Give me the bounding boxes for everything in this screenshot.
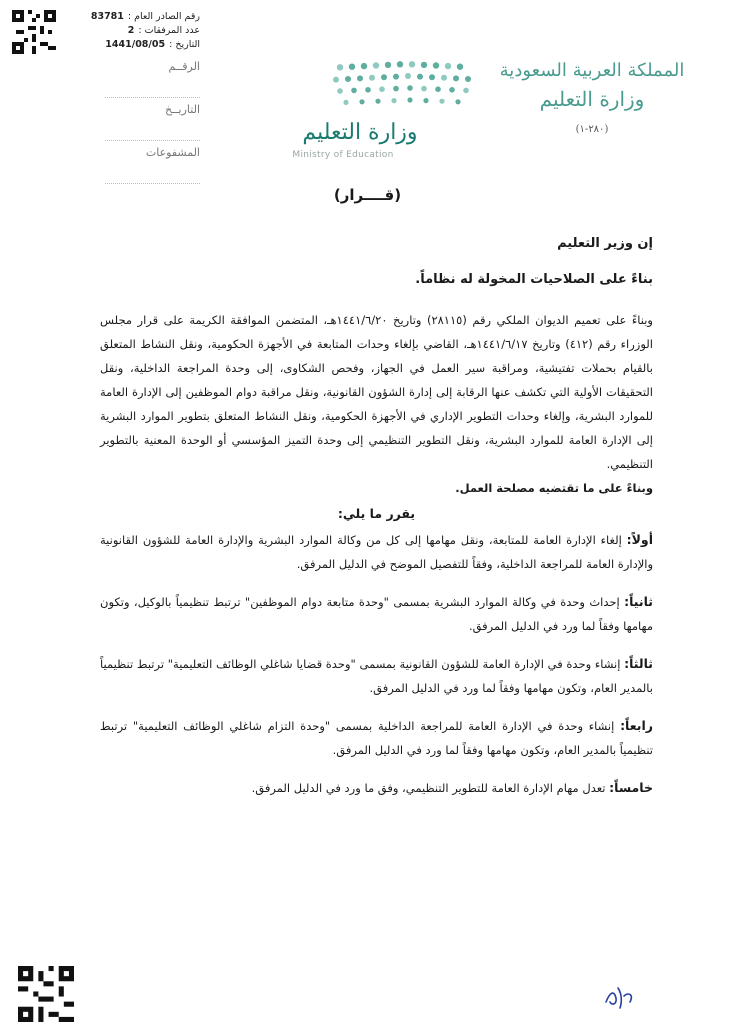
- item-text: تعدل مهام الإدارة العامة للتطوير التنظيمي، وفق ما ورد في الدليل المرفق.: [251, 781, 610, 795]
- logo-subtitle: Ministry of Education: [292, 150, 394, 160]
- decision-item: [100, 652, 653, 700]
- decision-item: [100, 776, 653, 800]
- logo-dot: [373, 62, 379, 68]
- logo-dot: [365, 87, 371, 93]
- logo-dot: [417, 74, 423, 80]
- logo-dot: [421, 86, 427, 92]
- item-label: أولاً:: [626, 532, 653, 547]
- ref-number-value: 83781: [90, 11, 124, 22]
- logo-dot: [393, 74, 399, 80]
- logo-dot: [429, 74, 435, 80]
- form-date-label: التاريــخ: [105, 98, 200, 141]
- logo-dot: [381, 74, 387, 80]
- logo-dot: [407, 85, 413, 91]
- ref-attachments-label: عدد المرفقات :: [138, 25, 200, 36]
- item-label: ثانياً:: [624, 594, 653, 609]
- form-number-label: الرقــم: [105, 55, 200, 98]
- form-attachments-label: المشفوعات: [105, 141, 200, 184]
- work-interest-line: وبناءً على ما تقتضيه مصلحة العمل.: [455, 481, 653, 495]
- logo-dot: [449, 87, 455, 93]
- item-text: إحداث وحدة في وكالة الموارد البشرية بمسمى "وحدة متابعة دوام الموظفين" ترتبط تنظيمياً بالوكيل، وتكون مهامها وفقاً لما ورد في الدليل المرفق.: [100, 595, 653, 633]
- logo-dot: [397, 61, 403, 67]
- logo-dot: [337, 64, 343, 70]
- logo-dot: [465, 76, 471, 82]
- logo-dot: [439, 99, 444, 104]
- logo-dot: [435, 86, 441, 92]
- logo-dot: [393, 86, 399, 92]
- item-text: إنشاء وحدة في الإدارة العامة للشؤون القانونية بمسمى "وحدة قضايا شاغلي الوظائف التعليمية" ترتبط تنظيمياً بالمدير العام، وتكون مهامها وفقاً لما ورد في الدليل المرفق.: [100, 657, 653, 695]
- form-fields: [105, 55, 200, 184]
- item-text: إلغاء الإدارة العامة للمتابعة، ونقل مهامها إلى كل من وكالة الموارد البشرية والإدارة العامة للشؤون القانونية والإدارة العامة للمراجعة الداخلية، وفقاً للتفصيل الموضح في الدليل المرفق.: [100, 533, 653, 571]
- decision-title: (قــــرار): [333, 186, 402, 204]
- qr-code-icon: [18, 966, 74, 1022]
- logo-dot: [463, 88, 469, 94]
- logo-dot: [379, 86, 385, 92]
- ref-number-label: رقم الصادر العام :: [127, 11, 200, 22]
- logo-dot: [391, 98, 396, 103]
- logo-dot: [349, 64, 355, 70]
- logo-dot: [457, 64, 463, 70]
- decision-item: [100, 528, 653, 576]
- logo-dot: [375, 99, 380, 104]
- logo-dot: [409, 61, 415, 67]
- logo-dot: [423, 98, 428, 103]
- logo-name: وزارة التعليم: [302, 120, 418, 145]
- logo-dot: [343, 100, 348, 105]
- logo-dot: [433, 62, 439, 68]
- logo-dot: [337, 88, 343, 94]
- logo-dot: [421, 62, 427, 68]
- decision-body: [100, 232, 653, 814]
- form-code: (٢٨٠-١): [575, 124, 609, 135]
- logo-dot: [359, 99, 364, 104]
- logo-dot: [385, 62, 391, 68]
- ref-attachments-value: 2: [127, 25, 135, 36]
- signature-icon: [600, 978, 640, 1014]
- item-label: رابعاً:: [620, 718, 653, 733]
- ministry-name: وزارة التعليم: [539, 87, 645, 111]
- item-text: إنشاء وحدة في الإدارة العامة للمراجعة الداخلية بمسمى "وحدة التزام شاغلي الوظائف التعليمية" ترتبط تنظيمياً بالمدير العام، وتكون مهامها وفقاً لما ورد في الدليل المرفق.: [100, 719, 653, 757]
- logo-dot: [345, 76, 351, 82]
- authority-heading: بناءً على الصلاحيات المخولة له نظاماً.: [415, 272, 653, 287]
- item-label: خامساً:: [609, 780, 653, 795]
- logo-dot: [455, 99, 460, 104]
- logo-dot: [445, 63, 451, 69]
- logo-dot: [357, 75, 363, 81]
- logo-dot: [441, 75, 447, 81]
- minister-heading: إن وزير التعليم: [557, 236, 653, 251]
- logo-dot: [369, 75, 375, 81]
- item-label: ثالثاً:: [624, 656, 653, 671]
- logo-dot: [405, 73, 411, 79]
- preamble-paragraph: وبناءً على تعميم الديوان الملكي رقم (٢٨١١٥) وتاريخ ١٤٤١/٦/٢٠هـ، المتضمن الموافقة الكريمة على قرار مجلس الوزراء رقم (٤١٢) وتاريخ ١٤٤١/٦/١٧هـ، القاضي بإلغاء وحدات المتابعة في الأجهزة الحكومية، ونقل النشاط المتعلق بالقيام بحملات تفتيشية، ومراقبة سير العمل في الجهاز، وفحص الشكاوى، إلى وحدة المراجعة الداخلية، ونقل التحقيقات الأولية التي تكشف عنها الرقابة إلى إدارة الشؤون القانونية، ونقل مراقبة دوام الموظفين إلى الإدارة العامة للموارد البشرية، وإلغاء وحدات التطوير الإداري في الأجهزة الحكومية، ونقل النشاط المتعلق بتطوير الموارد البشرية إلى الإدارة العامة للموارد البشرية، ونقل التطوير التنظيمي إلى وحدة التميز المؤسسي أو الوحدة المعنية بالتطوير التنظيمي.: [100, 313, 654, 471]
- logo-dot: [407, 97, 412, 102]
- decision-item: [100, 714, 653, 762]
- kingdom-name: المملكة العربية السعودية: [499, 60, 685, 81]
- kingdom-header: [497, 58, 687, 135]
- ref-date-label: التاريخ :: [169, 39, 200, 50]
- decision-item: [100, 590, 653, 638]
- logo-dot: [333, 77, 339, 83]
- reference-info: [60, 10, 200, 52]
- logo-dot: [361, 63, 367, 69]
- logo-dot: [453, 75, 459, 81]
- logo-dot: [351, 88, 357, 94]
- ref-date-value: 1441/08/05: [105, 39, 166, 50]
- qr-code-icon: [12, 10, 56, 54]
- decides-heading: يقرر ما يلي:: [337, 506, 416, 521]
